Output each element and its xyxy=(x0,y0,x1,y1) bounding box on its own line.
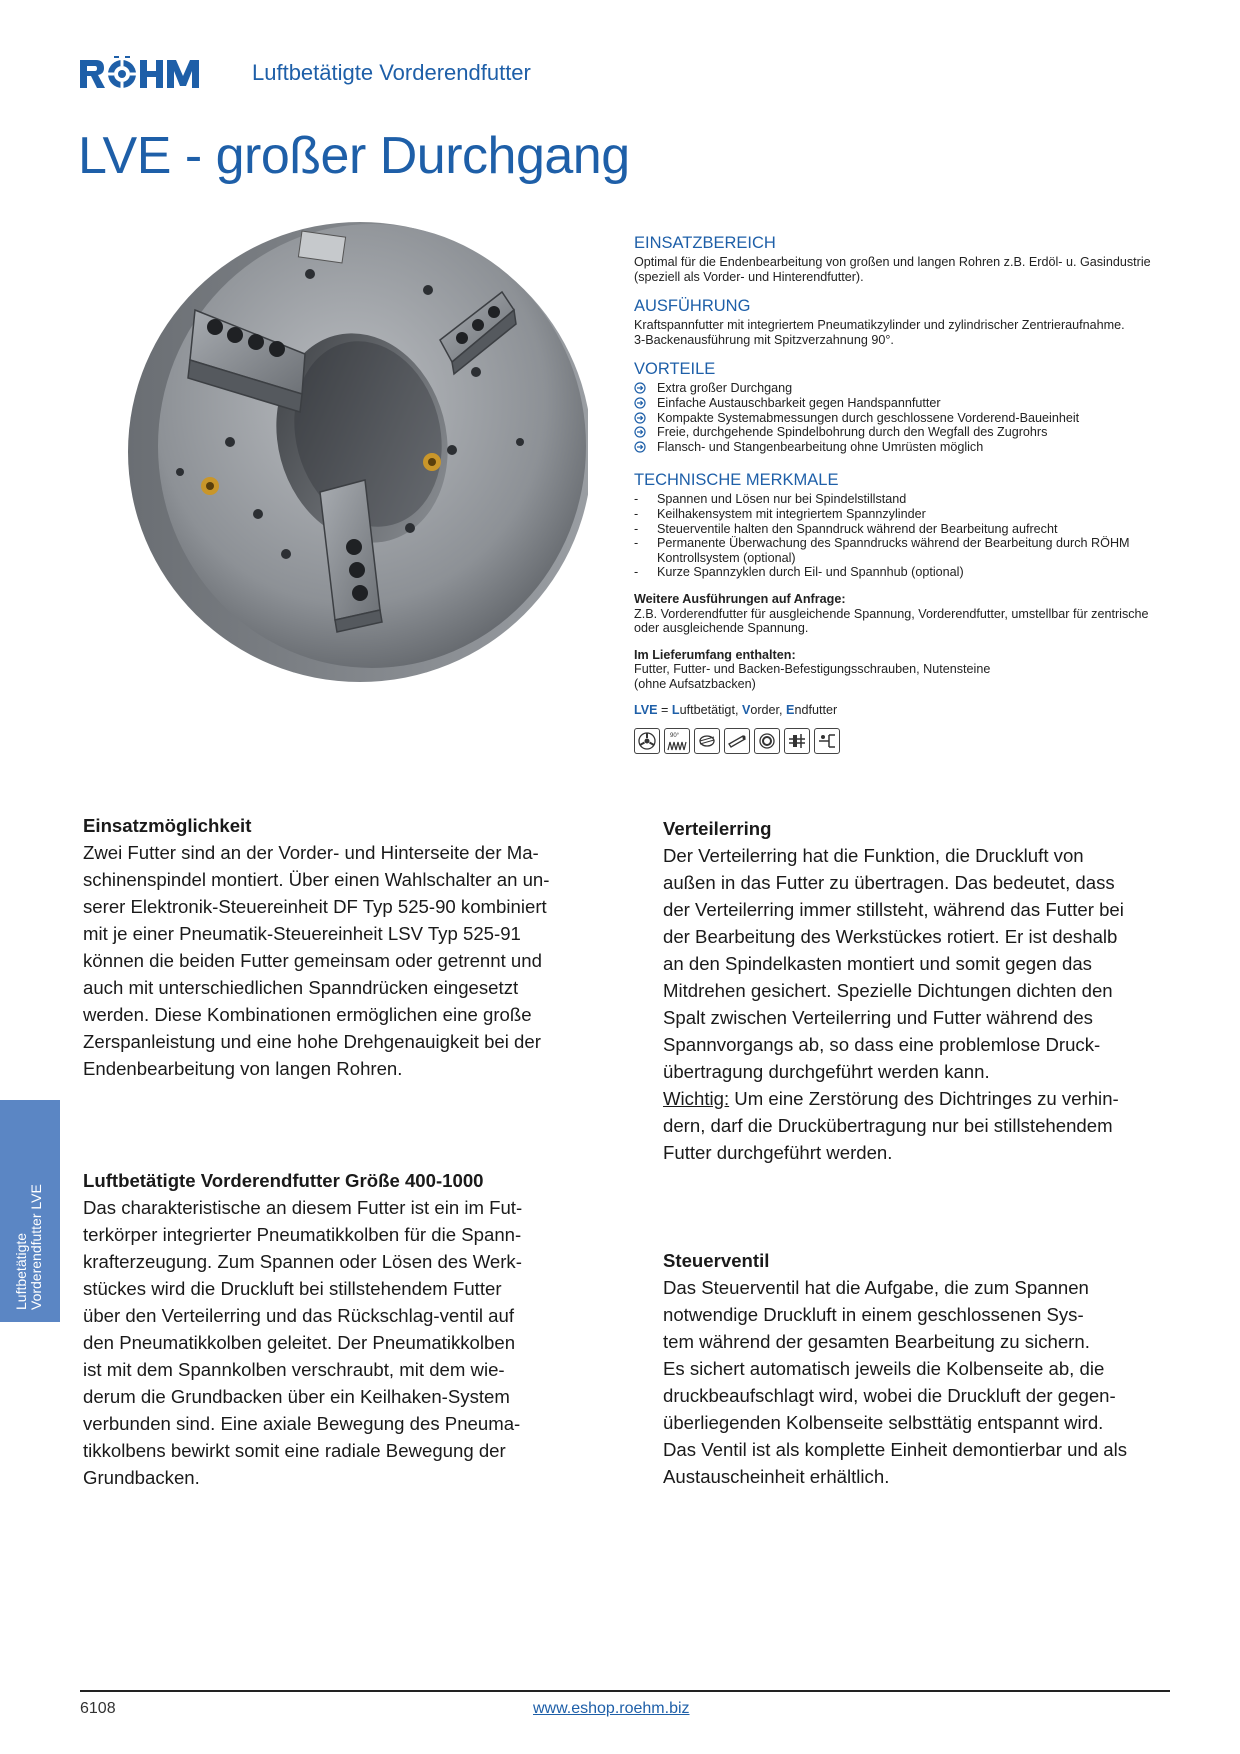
side-tab-line: Luftbetätigte xyxy=(13,1232,29,1310)
merkmal-text: Kurze Spannzyklen durch Eil- und Spannhub (optional) xyxy=(657,565,964,580)
arrow-circle-icon xyxy=(634,412,646,424)
text-line: Spalt zwischen Verteilerring und Futter während des xyxy=(663,1007,1093,1028)
text-line: notwendige Druckluft in einem geschlossenen Sys- xyxy=(663,1304,1084,1325)
vorteil-text: Flansch- und Stangenbearbeitung ohne Umrüsten möglich xyxy=(657,439,984,454)
text-line: derum die Grundbacken über ein Keilhaken-System xyxy=(83,1386,510,1407)
text-line: Zwei Futter sind an der Vorder- und Hinterseite der Ma- xyxy=(83,842,539,863)
acronym-eq: = xyxy=(657,703,672,718)
einsatzbereich-heading: EINSATZBEREICH xyxy=(634,234,776,252)
vorteil-text: Einfache Austauschbarkeit gegen Handspannfutter xyxy=(657,395,941,410)
header-subtitle: Luftbetätigte Vorderendfutter xyxy=(252,60,531,85)
paragraph xyxy=(83,1194,583,1491)
text-line: Austauscheinheit erhältlich. xyxy=(663,1466,890,1487)
weitere-heading: Weitere Ausführungen auf Anfrage: xyxy=(634,591,846,606)
arrow-circle-icon xyxy=(634,441,646,453)
front-end-clamp-icon xyxy=(784,728,810,754)
steuerventil-section xyxy=(663,1247,1173,1490)
text-line: krafterzeugung. Zum Spannen oder Lösen des Werk- xyxy=(83,1251,522,1272)
vorteile-heading: VORTEILE xyxy=(634,360,716,379)
text-line: druckbeaufschlagt wird, wobei die Druckluft der gegen- xyxy=(663,1385,1116,1406)
list-item: - Kurze Spannzyklen durch Eil- und Spannhub (optional) xyxy=(634,565,964,580)
vorteile-list xyxy=(634,381,1154,454)
chuck-product-image xyxy=(110,212,588,702)
acronym-letter: V xyxy=(741,703,751,718)
text-line: terkörper integrierter Pneumatikkolben für die Spann- xyxy=(83,1224,522,1245)
einsatzbereich-text: Optimal für die Endenbearbeitung von großen und langen Rohren z.B. Erdöl- u. Gasindustrie (speziell als Vorder- und Hinterendfutter). xyxy=(634,255,1151,284)
acronym-rest: order, xyxy=(750,703,787,718)
groesse-section xyxy=(83,1167,583,1491)
text-line: auch mit unterschiedlichen Spanndrücken eingesetzt xyxy=(83,977,519,998)
side-tab-line: Vorderendfutter LVE xyxy=(28,1184,44,1310)
merkmal-text: Steuerventile halten den Spanndruck während der Bearbeitung aufrecht xyxy=(657,521,1058,536)
verteilerring-section xyxy=(663,815,1173,1166)
text-line: übertragung durchgeführt werden kann. xyxy=(663,1061,990,1082)
paragraph xyxy=(663,1274,1173,1490)
chapter-side-tab[interactable] xyxy=(0,1100,60,1322)
ausfuehrung-heading: AUSFÜHRUNG xyxy=(634,297,751,316)
acronym-letter: L xyxy=(671,703,680,718)
lieferumfang-heading: Im Lieferumfang enthalten: xyxy=(634,647,796,662)
merkmale-list xyxy=(634,492,1154,580)
text-line: dern, darf die Druckübertragung nur bei stillstehendem xyxy=(663,1115,1113,1136)
list-item: - Permanente Überwachung des Spanndrucks während der Bearbeitung durch RÖHM Kontrollsystem (optional) xyxy=(634,536,1130,565)
text-line: der Verteilerring immer stillsteht, während das Futter bei xyxy=(663,899,1124,920)
list-item xyxy=(634,411,1154,426)
ausfuehrung-line: 3-Backenausführung mit Spitzverzahnung 90°. xyxy=(634,332,894,347)
text-line: tikkolbens bewirkt somit eine radiale Bewegung der xyxy=(83,1440,506,1461)
technische-merkmale-heading: TECHNISCHE MERKMALE xyxy=(634,471,839,490)
text-line: über den Verteilerring und das Rückschlag-ventil auf xyxy=(83,1305,515,1326)
text-line: mit je einer Pneumatik-Steuereinheit LSV Typ 525-91 xyxy=(83,923,521,944)
vorteil-text: Extra großer Durchgang xyxy=(657,381,793,396)
section-heading: Einsatzmöglichkeit xyxy=(83,815,252,836)
text-line: schinenspindel montiert. Über einen Wahlschalter an un- xyxy=(83,869,550,890)
paragraph xyxy=(83,839,583,1082)
section-heading: Verteilerring xyxy=(663,818,772,839)
text-line: an den Spindelkasten montiert und somit gegen das xyxy=(663,953,1092,974)
list-item: - Spannen und Lösen nur bei Spindelstillstand xyxy=(634,492,907,507)
text-line: Um eine Zerstörung des Dichtringes zu verhin- xyxy=(729,1088,1119,1109)
text-line: Das Steuerventil hat die Aufgabe, die zum Spannen xyxy=(663,1277,1089,1298)
acronym-rest: uftbetätigt, xyxy=(679,703,742,718)
text-line: Das Ventil ist als komplette Einheit demontierbar und als xyxy=(663,1439,1128,1460)
shop-link[interactable]: www.eshop.roehm.biz xyxy=(533,1700,690,1717)
ausfuehrung-text xyxy=(634,318,1154,347)
note-label: Wichtig: xyxy=(663,1088,730,1109)
merkmal-text: Permanente Überwachung des Spanndrucks während der Bearbeitung durch RÖHM Kontrollsystem (optional) xyxy=(657,536,1130,565)
specs-panel xyxy=(634,233,1154,754)
list-item xyxy=(634,440,1154,455)
list-item: - Keilhakensystem mit integriertem Spannzylinder xyxy=(634,506,926,521)
serration-label: 90° xyxy=(670,733,680,740)
side-tab-label xyxy=(14,1184,44,1310)
lieferumfang-line: Futter, Futter- und Backen-Befestigungsschrauben, Nutensteine xyxy=(634,662,991,677)
vorteil-text: Freie, durchgehende Spindelbohrung durch den Wegfall des Zugrohrs xyxy=(657,425,1048,440)
air-operated-icon xyxy=(814,728,840,754)
flange-machining-icon xyxy=(694,728,720,754)
paragraph xyxy=(663,842,1173,1166)
text-line: serer Elektronik-Steuereinheit DF Typ 525-90 kombiniert xyxy=(83,896,547,917)
text-line: der Bearbeitung des Werkstückes rotiert. Er ist deshalb xyxy=(663,926,1118,947)
arrow-circle-icon xyxy=(634,397,646,409)
footer-divider xyxy=(80,1690,1170,1692)
text-line: Es sichert automatisch jeweils die Kolbenseite ab, die xyxy=(663,1358,1105,1379)
einsatzmoeglichkeit-section xyxy=(83,812,583,1082)
acronym-legend xyxy=(634,703,1154,718)
vorteil-text: Kompakte Systemabmessungen durch geschlossene Vorderend-Baueinheit xyxy=(657,410,1080,425)
merkmal-text: Keilhakensystem mit integriertem Spannzylinder xyxy=(657,506,926,521)
text-line: stückes wird die Druckluft bei stillstehendem Futter xyxy=(83,1278,502,1299)
page-title: LVE - großer Durchgang xyxy=(78,127,630,185)
text-line: können die beiden Futter gemeinsam oder getrennt und xyxy=(83,950,542,971)
text-line: Grundbacken. xyxy=(83,1467,200,1488)
text-line: Spannvorgangs ab, so dass eine problemlose Druck- xyxy=(663,1034,1101,1055)
through-bore-icon xyxy=(754,728,780,754)
ausfuehrung-line: Kraftspannfutter mit integriertem Pneumatikzylinder und zylindrischer Zentrieraufnahme. xyxy=(634,318,1125,333)
text-line: Futter durchgeführt werden. xyxy=(663,1142,893,1163)
feature-icons xyxy=(634,728,1154,754)
text-line: ist mit dem Spannkolben verschraubt, mit dem wie- xyxy=(83,1359,505,1380)
lieferumfang-line: (ohne Aufsatzbacken) xyxy=(634,676,756,691)
text-line: Mitdrehen gesichert. Spezielle Dichtungen dichten den xyxy=(663,980,1113,1001)
list-item xyxy=(634,396,1154,411)
acronym-letter: E xyxy=(786,703,795,718)
lieferumfang-text xyxy=(634,662,1154,691)
page-number: 6108 xyxy=(80,1700,116,1717)
text-line: Der Verteilerring hat die Funktion, die Druckluft von xyxy=(663,845,1084,866)
text-line: Endenbearbeitung von langen Rohren. xyxy=(83,1058,403,1079)
text-line: werden. Diese Kombinationen ermöglichen eine große xyxy=(83,1004,532,1025)
roehm-logo xyxy=(80,56,220,92)
section-heading: Steuerventil xyxy=(663,1250,770,1271)
text-line: verbunden sind. Eine axiale Bewegung des Pneuma- xyxy=(83,1413,521,1434)
list-item: - Steuerventile halten den Spanndruck während der Bearbeitung aufrecht xyxy=(634,521,1058,536)
text-line: den Pneumatikkolben geleitet. Der Pneumatikkolben xyxy=(83,1332,516,1353)
section-heading: Luftbetätigte Vorderendfutter Größe 400-1000 xyxy=(83,1170,484,1191)
acronym: LVE xyxy=(634,703,658,718)
list-item xyxy=(634,381,1154,396)
acronym-rest: ndfutter xyxy=(794,703,838,718)
weitere-text: Z.B. Vorderendfutter für ausgleichende Spannung, Vorderendfutter, umstellbar für zentrische oder ausgleichende Spannung. xyxy=(634,606,1149,636)
serration-90-icon xyxy=(664,728,690,754)
text-line: Das charakteristische an diesem Futter ist ein im Fut- xyxy=(83,1197,523,1218)
list-item xyxy=(634,425,1154,440)
arrow-circle-icon xyxy=(634,426,646,438)
arrow-circle-icon xyxy=(634,382,646,394)
text-line: tem während der gesamten Bearbeitung zu sichern. xyxy=(663,1331,1090,1352)
merkmal-text: Spannen und Lösen nur bei Spindelstillstand xyxy=(657,492,907,507)
text-line: außen in das Futter zu übertragen. Das bedeutet, dass xyxy=(663,872,1115,893)
three-jaw-icon xyxy=(634,728,660,754)
text-line: überliegenden Kolbenseite selbsttätig entspannt wird. xyxy=(663,1412,1104,1433)
text-line: Zerspanleistung und eine hohe Drehgenauigkeit bei der xyxy=(83,1031,541,1052)
bar-machining-icon xyxy=(724,728,750,754)
